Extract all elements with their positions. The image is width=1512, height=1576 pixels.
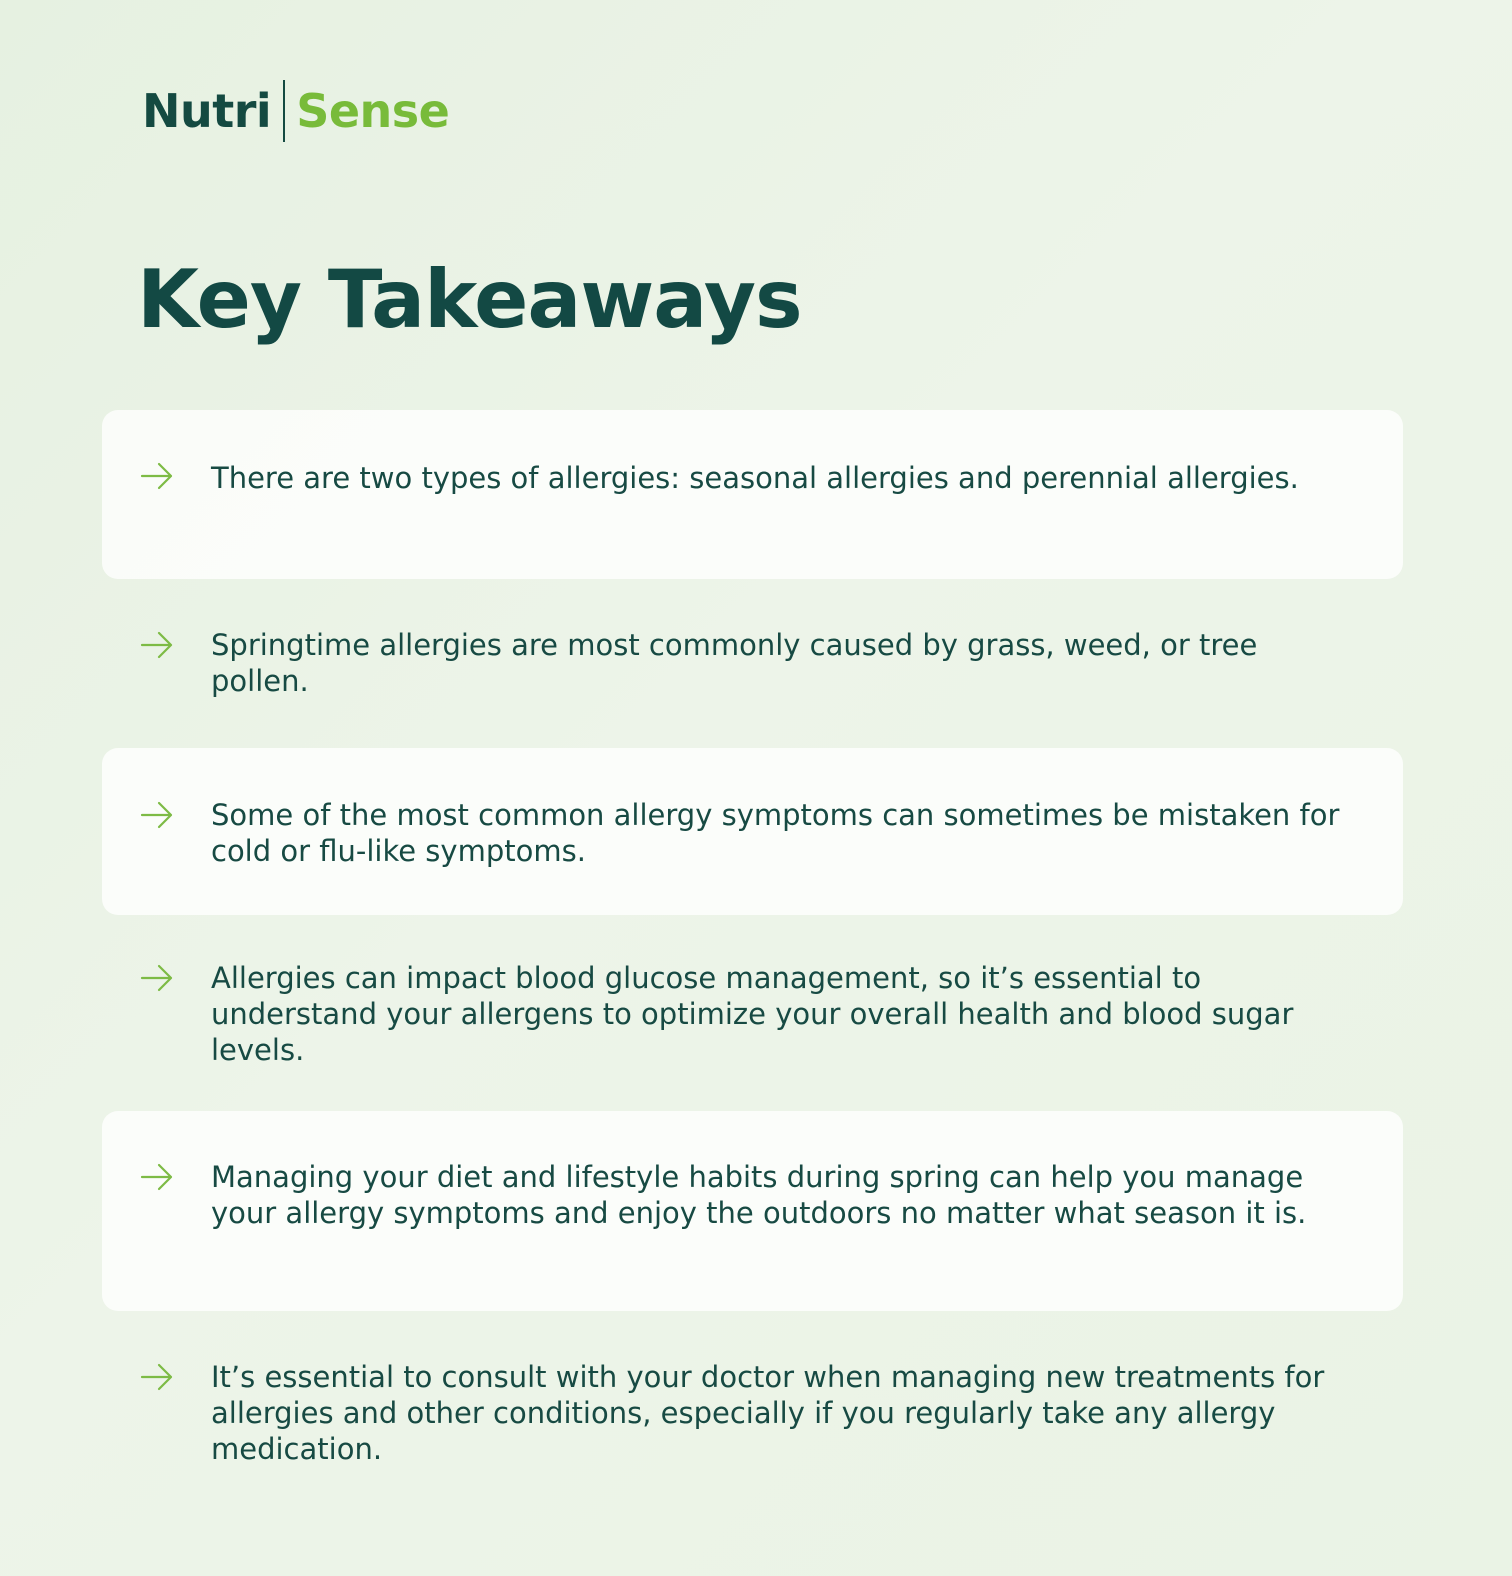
takeaway-item — [102, 579, 1403, 748]
takeaway-item — [102, 915, 1403, 1111]
arrow-right-icon — [140, 963, 174, 993]
arrow-right-icon — [140, 1362, 174, 1392]
takeaway-item — [102, 748, 1403, 915]
arrow-right-icon — [140, 461, 174, 491]
logo-nutri-text: Nutri — [142, 84, 272, 138]
arrow-right-icon — [140, 1162, 174, 1192]
takeaway-text: It’s essential to consult with your doctor when managing new treatments for allergies and other conditions, especially if you regularly take any allergy medication. — [211, 1360, 1325, 1466]
takeaway-item — [102, 1311, 1403, 1511]
takeaway-text: Springtime allergies are most commonly caused by grass, weed, or tree pollen. — [211, 628, 1258, 698]
arrow-right-icon — [140, 630, 174, 660]
nutrisense-logo — [142, 80, 449, 142]
arrow-right-icon — [140, 800, 174, 830]
takeaway-text: Some of the most common allergy symptoms can sometimes be mistaken for cold or flu-like symptoms. — [211, 798, 1340, 868]
takeaway-text: Allergies can impact blood glucose management, so it’s essential to understand your allergens to optimize your overall health and blood sugar levels. — [211, 961, 1294, 1067]
page-title: Key Takeaways — [137, 253, 802, 346]
takeaway-text: There are two types of allergies: seasonal allergies and perennial allergies. — [211, 461, 1299, 495]
takeaway-text: Managing your diet and lifestyle habits during spring can help you manage your allergy symptoms and enjoy the outdoors no matter what season it is. — [211, 1160, 1307, 1230]
logo-sense-text: Sense — [296, 84, 450, 138]
takeaway-item — [102, 1111, 1403, 1311]
takeaway-item — [102, 410, 1403, 579]
logo-divider — [283, 80, 285, 142]
